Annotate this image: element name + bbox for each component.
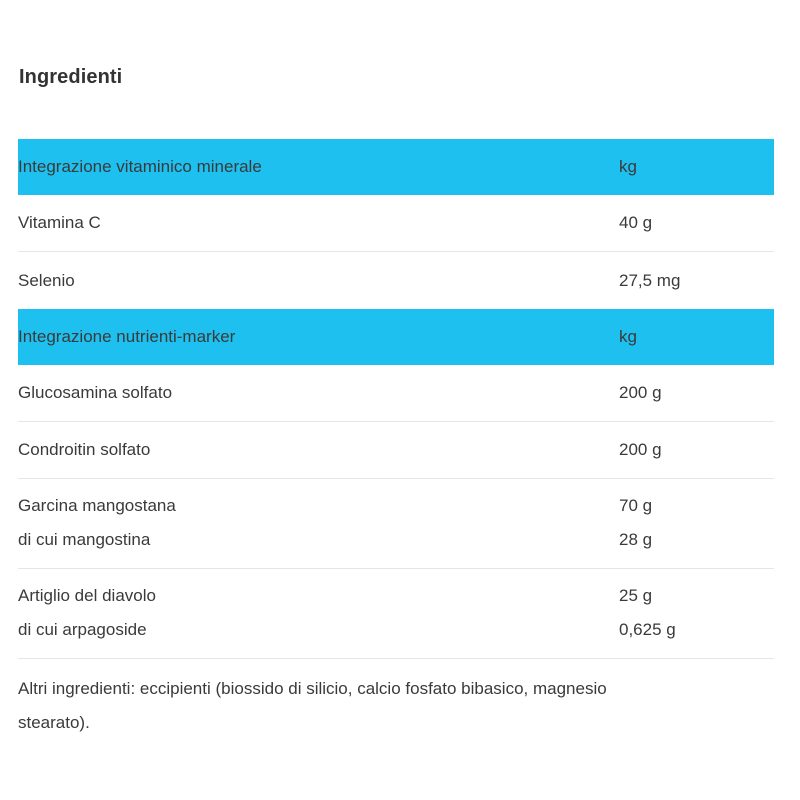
ingredient-name: Vitamina C: [18, 213, 101, 232]
ingredient-name: Glucosamina solfato: [18, 383, 173, 402]
ingredient-sub-amount: 28 g: [619, 530, 653, 549]
section-header-label: Integrazione vitaminico minerale: [18, 157, 262, 176]
ingredient-amount: 27,5 mg: [619, 270, 681, 290]
ingredient-name: Artiglio del diavolo: [18, 586, 156, 605]
ingredient-amount-cell: [619, 496, 774, 564]
ingredients-table: [18, 139, 774, 659]
note-line: stearato).: [18, 713, 90, 732]
ingredient-sub-name: di cui arpagoside: [18, 620, 147, 639]
ingredient-amount: 25 g: [619, 586, 653, 605]
table-row: [18, 422, 774, 479]
ingredient-amount: 200 g: [619, 440, 662, 459]
ingredient-amount: 200 g: [619, 383, 662, 402]
page-title: Ingredienti: [19, 66, 123, 88]
table-row: [18, 365, 774, 422]
table-row: [18, 569, 774, 659]
section-header-vitamins: [18, 139, 774, 195]
ingredient-amount: 70 g: [619, 496, 653, 515]
table-row: [18, 252, 774, 309]
table-row: [18, 195, 774, 252]
other-ingredients-note: [18, 672, 758, 740]
ingredient-amount: 40 g: [619, 213, 653, 232]
ingredient-sub-name: di cui mangostina: [18, 530, 151, 549]
ingredient-name-cell: [18, 586, 619, 654]
ingredient-amount-cell: [619, 586, 774, 654]
ingredient-name: Condroitin solfato: [18, 440, 151, 459]
ingredient-name: Selenio: [18, 270, 75, 290]
section-header-unit: kg: [619, 327, 637, 346]
ingredient-name-cell: [18, 496, 619, 564]
section-header-markers: [18, 309, 774, 365]
table-row: [18, 479, 774, 569]
section-header-unit: kg: [619, 157, 637, 176]
note-line: Altri ingredienti: eccipienti (biossido di silicio, calcio fosfato bibasico, magnesio: [18, 679, 607, 698]
ingredient-sub-amount: 0,625 g: [619, 620, 676, 639]
ingredient-name: Garcina mangostana: [18, 496, 176, 515]
section-header-label: Integrazione nutrienti-marker: [18, 327, 236, 346]
